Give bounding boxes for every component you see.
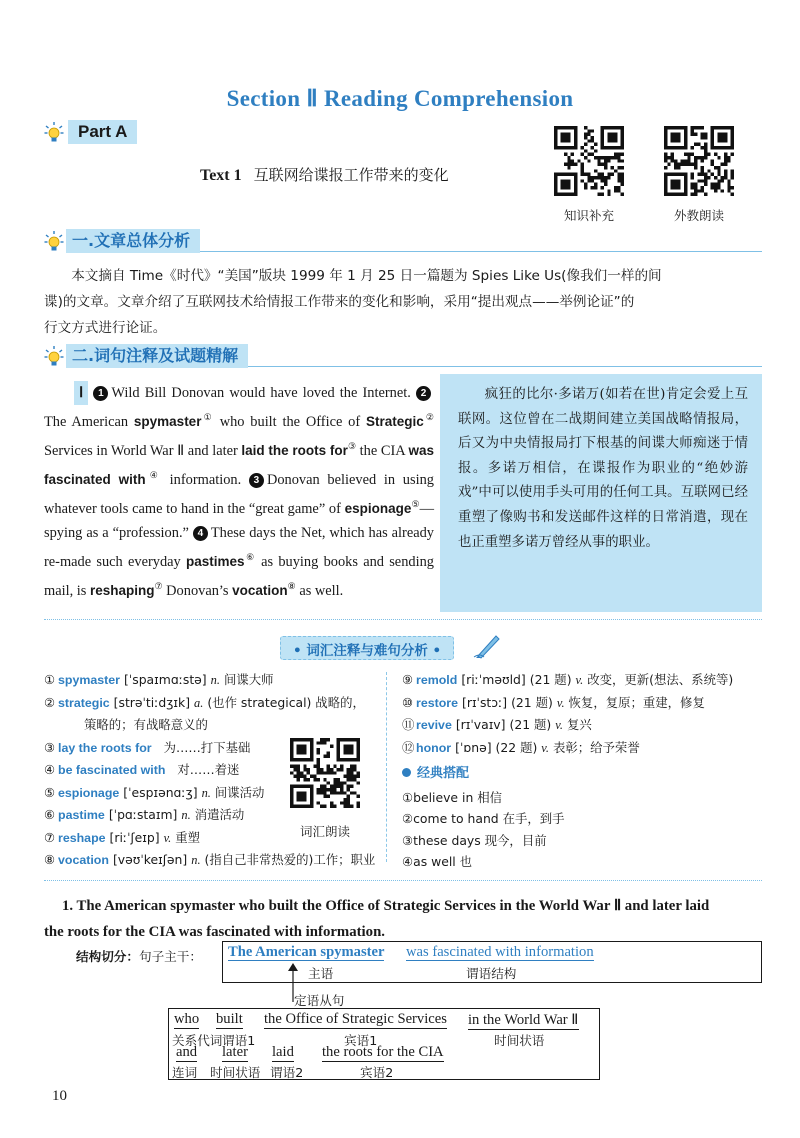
predicate-text: was fascinated with information [406, 944, 594, 960]
vocab-question-tag: (21 题) [529, 672, 572, 687]
passage-text: Donovan believed in using whatever tools came to hand in the “great game” of [44, 472, 434, 517]
qr-code-icon[interactable] [664, 126, 734, 196]
overview-line: 行文方式进行论证。 [44, 320, 167, 336]
vocab-number: ① [44, 672, 56, 687]
sentence-marker-1: 1 [93, 386, 108, 401]
passage-text: —spying as a “profession.” [44, 501, 434, 542]
vocab-definition: (也作 strategical) 战略的， [207, 694, 365, 710]
text-number: Text 1 [200, 167, 242, 184]
clause-tag-word: 时间状语 [494, 1033, 545, 1048]
section-title: Section Ⅱ Reading Comprehension [226, 86, 574, 111]
vocab-definition: 间谍活动 [214, 784, 265, 800]
vocab-definition: 间谍大师 [223, 672, 274, 687]
vocab-entry [402, 714, 762, 737]
vocab-word: strategic [58, 695, 110, 710]
subject-tag: 主语 [308, 966, 334, 981]
clause-word [222, 1044, 248, 1061]
vocab-phonetic: [rɪˈstɔː] [462, 694, 508, 710]
vocab-part-of-speech: n. [181, 808, 191, 822]
vocab-part-of-speech: v. [556, 695, 565, 710]
clause-word-text: who [174, 1011, 200, 1027]
vocab-entry [44, 669, 384, 692]
lightbulb-icon [44, 230, 64, 252]
vocab-word: lay the roots for [58, 740, 152, 755]
overview-line: 谍)的文章。文章介绍了互联网技术给情报工作带来的变化和影响，采用“提出观点——举例论证”的 [44, 294, 635, 310]
vocab-definition: 复兴 [566, 717, 592, 732]
clause-word [322, 1044, 444, 1061]
clause-tag-word: 谓语2 [270, 1065, 304, 1080]
overview-line: 本文摘自 Time《时代》“美国”版块 1999 年 1 月 25 日一篇题为 Spies Like Us(像我们一样的间 [71, 268, 662, 284]
vocab-definition: 为……打下基础 [163, 739, 251, 755]
collocation-item: ①believe in 相信 [402, 789, 503, 805]
vocab-definition: 消遣活动 [194, 807, 245, 822]
collocations [402, 763, 762, 873]
vocab-definition: 策略的；有战略意义的 [84, 717, 208, 732]
vocab-part-of-speech: v. [555, 718, 563, 732]
heading-label: 二.词句注释及试题精解 [66, 344, 248, 368]
vocab-number: ⑪ [402, 717, 415, 732]
vocab-word: be fascinated with [58, 763, 166, 777]
lightbulb-icon [44, 121, 64, 143]
overview-heading [44, 228, 762, 254]
main-clause-label: 句子主干： [138, 949, 202, 964]
vocab-heading: • 词汇注释与难句分析 • [280, 636, 454, 660]
notes-heading [44, 343, 762, 369]
analysis-label-text: 结构切分： [76, 949, 139, 964]
subject-text: The American spymaster [228, 944, 385, 960]
clause-word [264, 1011, 447, 1028]
vocab-word-strategic: Strategic [365, 414, 424, 429]
clause-word [216, 1011, 243, 1028]
clause-word-text: the Office of Strategic Services [264, 1011, 447, 1027]
part-label: Part A [68, 120, 137, 144]
vocab-word: espionage [58, 785, 120, 800]
vocab-word-reshaping: reshaping [89, 583, 155, 599]
section-number: Ⅰ [74, 381, 88, 405]
clause-tag-word: 宾语1 [344, 1033, 378, 1048]
vocab-entry [44, 849, 384, 872]
text-title [200, 164, 449, 185]
vocab-number: ⑩ [402, 694, 414, 710]
vocab-word-fascinated: was fascinated with [44, 443, 434, 487]
predicate-phrase [406, 944, 594, 961]
analysis-label [76, 946, 202, 965]
passage-text: Services in World War Ⅱ and later [44, 443, 242, 459]
vocab-entry [44, 692, 384, 715]
collocations-heading-label: 经典搭配 [417, 766, 470, 781]
part-a-heading [44, 118, 137, 146]
vocab-number: ④ [44, 762, 56, 777]
vocab-list-right [402, 669, 762, 759]
dotted-divider [44, 880, 762, 881]
vocab-question-tag: (21 题) [509, 717, 552, 732]
vocab-number: ⑤ [44, 784, 56, 800]
vocab-part-of-speech: v. [163, 830, 172, 845]
vocab-part-of-speech: v. [541, 740, 549, 755]
passage-text: as well. [295, 583, 344, 600]
dotted-divider [44, 619, 762, 620]
collocation-item: ④as well 也 [402, 854, 473, 869]
vocab-definition: 恢复，复原；重建，修复 [568, 694, 705, 710]
vocab-number: ② [44, 694, 56, 710]
vocab-phonetic: [ˈespɪənɑːʒ] [123, 784, 198, 800]
passage-text: The American [44, 414, 134, 430]
vocab-part-of-speech: n. [201, 785, 211, 800]
clause-tag-word: 宾语2 [360, 1065, 394, 1080]
vocab-entry [402, 692, 762, 715]
collocations-heading [402, 763, 762, 785]
clause-word-text: and [176, 1044, 198, 1060]
vocab-word: spymaster [58, 673, 120, 687]
column-divider [386, 672, 387, 862]
clause-tag-word: 连词 [172, 1065, 198, 1080]
clause-word [174, 1011, 199, 1028]
passage-text: These days the Net, which has already re-made such everyday [44, 525, 434, 571]
clause-word [272, 1044, 294, 1061]
overview-paragraph [44, 263, 762, 341]
qr-code-icon[interactable] [290, 738, 360, 808]
vocab-word-spymaster: spymaster [133, 414, 202, 429]
vocab-number: ⑧ [44, 852, 56, 867]
vocab-definition: 表彰；给予荣誉 [552, 739, 640, 755]
vocab-word: honor [416, 740, 452, 755]
translation-box: 疯狂的比尔·多诺万(如若在世)肯定会爱上互联网。这位曾在二战期间建立美国战略情报局，后又为中央情报局打下根基的间谍大师痴迷于情报。多诺万相信，在谍报作为职业的“绝妙游戏”中可以使用手头可用的任何工具。互联网已经重塑了像购书和发送邮件这样的日常消遣，现在也正重塑多诺万曾经从事的职业。 [440, 374, 762, 612]
vocab-word: vocation [58, 853, 109, 867]
passage-text: the CIA [356, 443, 409, 459]
vocab-phonetic: [rɪˈvaɪv] [455, 717, 506, 732]
heading-label: 一.文章总体分析 [66, 229, 200, 253]
vocab-word: revive [416, 718, 452, 732]
clause-tag-word: 关系代词 [172, 1033, 223, 1048]
clause-word-text: the roots for the CIA [322, 1044, 444, 1060]
vocab-word: reshape [58, 830, 106, 845]
clause-tag-word: 时间状语 [210, 1065, 261, 1080]
vocab-phonetic: [vəʊˈkeɪʃən] [112, 852, 188, 867]
qr-caption-knowledge: 知识补充 [563, 208, 614, 223]
passage-text: who built the Office of [213, 414, 366, 430]
vocab-word-laid-roots: laid the roots for [241, 443, 348, 458]
qr-caption-vocab: 词汇朗读 [299, 824, 350, 839]
subject-phrase [228, 944, 384, 961]
passage-text: as buying books and sending mail, is [44, 554, 434, 600]
clause-word [176, 1044, 197, 1061]
vocab-part-of-speech: v. [575, 673, 584, 687]
sentence-1: Wild Bill Donovan would have loved the Internet. [111, 385, 411, 401]
vocab-phonetic: [ˈɒnə] [455, 739, 492, 755]
vocab-entry [402, 737, 762, 760]
sentence-marker-4: 4 [193, 526, 208, 541]
qr-caption-reading: 外教朗读 [673, 208, 724, 223]
difficult-sentence [44, 893, 762, 945]
vocab-question-tag: (21 题) [511, 694, 553, 710]
sentence-line: 1. The American spymaster who built the Office of Strategic Services in the World War Ⅱ and later laid [62, 898, 710, 914]
predicate-tag: 谓语结构 [466, 966, 517, 981]
vocab-number: ⑫ [402, 739, 415, 755]
vocab-phonetic: [riːˈʃeɪp] [109, 829, 160, 845]
sentence-marker-3: 3 [249, 473, 264, 488]
passage-text: information. [161, 472, 242, 488]
vocab-number: ⑦ [44, 829, 56, 845]
vocab-part-of-speech: a. [194, 695, 204, 710]
vocab-number: ③ [44, 739, 56, 755]
vocab-phonetic: [ˈpɑːstaɪm] [108, 807, 178, 822]
clause-word-text: later [222, 1044, 248, 1060]
lightbulb-icon [44, 345, 64, 367]
vocab-part-of-speech: n. [191, 853, 201, 867]
clause-word-text: in the World War Ⅱ [468, 1012, 579, 1028]
text-title-cn: 互联网给谍报工作带来的变化 [253, 166, 449, 184]
sentence-line: the roots for the CIA was fascinated with information. [44, 924, 385, 940]
vocab-entry [44, 714, 384, 737]
page-number: 10 [52, 1088, 67, 1104]
vocab-number: ⑥ [44, 807, 56, 822]
vocab-definition: 改变，更新(想法、系统等) [587, 672, 734, 687]
vocab-word: pastime [58, 808, 105, 822]
vocab-definition: 对……着迷 [177, 762, 240, 777]
sentence-marker-2: 2 [416, 386, 431, 401]
clause-tag: 定语从句 [294, 993, 345, 1008]
clause-tag-word: 谓语1 [222, 1033, 256, 1048]
vocab-number: ⑨ [402, 672, 414, 687]
collocation-item: ②come to hand 在手，到手 [402, 811, 565, 826]
vocab-definition: (指自己非常热爱的)工作；职业 [204, 852, 376, 867]
vocab-word-pastimes: pastimes [185, 554, 245, 570]
vocab-entry [402, 669, 762, 692]
vocab-phonetic: [ˈspaɪmɑːstə] [124, 672, 207, 687]
vocab-word-espionage: espionage [344, 501, 412, 516]
vocab-question-tag: (22 题) [495, 739, 538, 755]
passage-text: Donovan’s [162, 583, 233, 600]
vocab-word-vocation: vocation [232, 583, 288, 599]
vocab-phonetic: [strəˈtiːdʒɪk] [113, 694, 191, 710]
vocab-part-of-speech: n. [210, 673, 220, 687]
qr-code-icon[interactable] [554, 126, 624, 196]
pen-icon [472, 630, 502, 660]
english-passage: Ⅰ 1 Wild Bill Donovan would have loved the Internet. 2The American spymaster① who built the Office of Strategic② Services in World War Ⅱ and later laid the roots for③ the CIA was fascinated with④ information. 3 Donovan believed in using whatever tools came to hand in the “great game” of espionage⑤—spying as a “profession.” 4 These days the Net, which has already re-made such everyday pastimes⑥ as buying books and sending mail, is reshaping⑦ Donovan’s vocation⑧ as well. [44, 381, 434, 603]
clause-word [468, 1011, 579, 1029]
clause-word-text: laid [272, 1044, 294, 1060]
vocab-word: remold [416, 673, 458, 687]
vocab-definition: 重塑 [175, 829, 201, 845]
vocab-phonetic: [riːˈməʊld] [461, 672, 526, 687]
vocab-word: restore [416, 695, 459, 710]
clause-word-text: built [216, 1011, 243, 1027]
collocation-item: ③these days 现今，目前 [402, 832, 547, 848]
